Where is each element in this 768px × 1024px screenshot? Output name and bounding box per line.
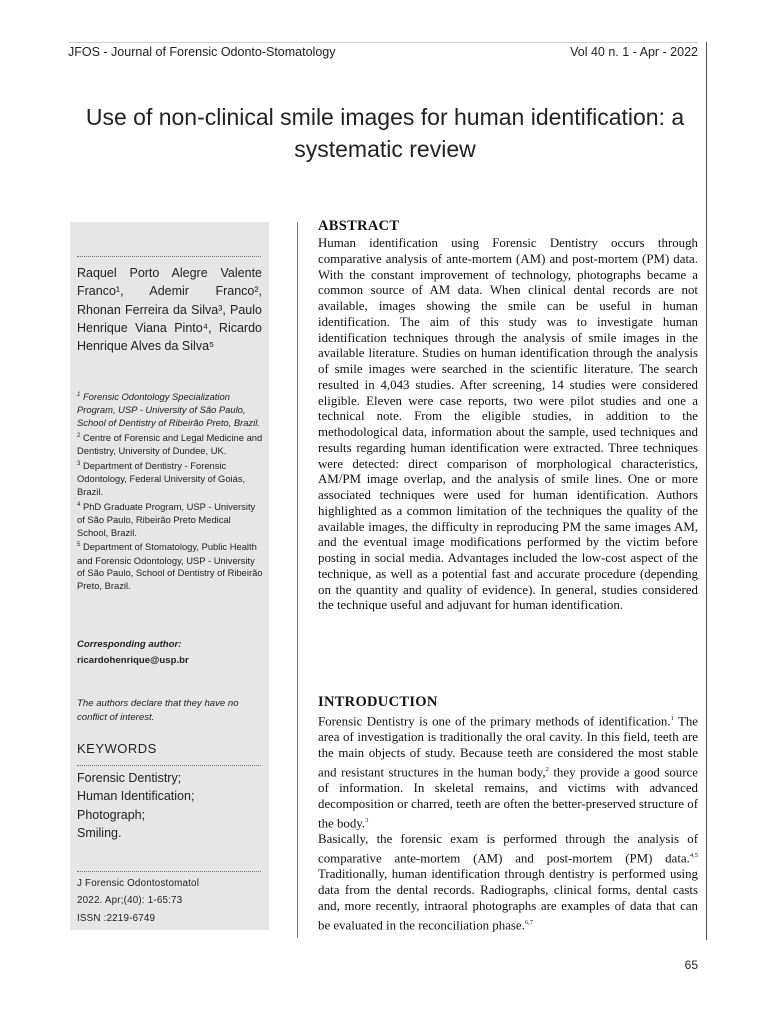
- header-rule: [68, 42, 698, 43]
- column-divider: [297, 222, 298, 938]
- abstract-heading: ABSTRACT: [318, 218, 400, 234]
- citation-dotted-divider: [77, 871, 261, 872]
- affiliation-item: $^4$ PhD Graduate Program, USP - University of São Paulo, Ribeirão Preto Medical School, Brazil.: [77, 500, 256, 538]
- corresponding-author-email[interactable]: ricardohenrique@usp.br: [77, 655, 189, 666]
- citation-ref: 1: [670, 715, 674, 722]
- keywords-heading: KEYWORDS: [77, 741, 157, 756]
- keyword-item: Human Identification;: [77, 789, 195, 804]
- affiliation-list: [77, 389, 263, 593]
- citation-ref: 2: [545, 766, 549, 774]
- introduction-text: Forensic Dentistry is one of the primary methods of identification.$^1$ The area of investigation is traditionally the oral cavity. In this field, teeth are the main objects of study. Because teeth are considered the most stable and resistant structures in the human body,$^2$ they provide a good source of information. In skeletal remains, and victims with advanced decomposition or charred, teeth are often the better-preserved structure of the body.$^3$ Basically, the forensic exam is performed through the analysis of comparative ante-mortem (AM) and post-mortem (PM) data.$^{4,5}$ Traditionally, human identification through dentistry is performed using data from the dental records. Radiographs, clinical forms, dental casts and, more recently, intraoral photographs are examples of data that can be evaluated in the reconciliation phase.$^{6,7}$: [318, 714, 699, 933]
- introduction-heading: INTRODUCTION: [318, 694, 438, 710]
- keyword-list: [77, 769, 194, 843]
- keywords-dotted-divider: [77, 765, 261, 766]
- keyword-item: Smiling.: [77, 826, 122, 841]
- right-margin-rule: [706, 42, 707, 940]
- author-list: Raquel Porto Alegre Valente Franco¹, Ademir Franco², Rhonan Ferreira da Silva³, Paulo Henrique Viana Pinto⁴, Ricardo Henrique Alves da Silva⁵: [77, 266, 262, 354]
- keyword-item: Photograph;: [77, 807, 146, 822]
- page-number: 65: [684, 958, 698, 972]
- citation-issn: ISSN :2219-6749: [77, 912, 156, 924]
- conflict-of-interest-note: The authors declare that they have no conflict of interest.: [77, 698, 239, 723]
- affiliation-item: $^5$ Department of Stomatology, Public Health and Forensic Odontology, USP - University of São Paulo, School of Dentistry of Ribeirão Preto, Brazil.: [77, 541, 263, 592]
- corresponding-author-label: Corresponding author:: [77, 639, 182, 650]
- sidebar-dotted-divider: [77, 256, 261, 257]
- citation-ref: 6,7: [524, 919, 534, 927]
- issue-info: Vol 40 n. 1 - Apr - 2022: [570, 45, 698, 59]
- affiliation-item: $^3$ Department of Dentistry - Forensic Odontology, Federal University of Goiás, Brazil.: [77, 459, 246, 497]
- citation-volume: 2022. Apr;(40): 1-65:73: [77, 895, 183, 907]
- journal-name: JFOS - Journal of Forensic Odonto-Stomatology: [68, 45, 336, 59]
- citation-ref: 3: [365, 817, 369, 825]
- citation-journal: J Forensic Odontostomatol: [77, 878, 200, 889]
- citation-ref: 4,5: [689, 852, 698, 860]
- affiliation-item: $^1$ Forensic Odontology Specialization Program, USP - University of São Paulo, School of Dentistry of Ribeirão Preto, Brazil.: [77, 391, 260, 428]
- abstract-text: Human identification using Forensic Dentistry occurs through comparative analysis of ante-mortem (AM) and post-mortem (PM) data. With the constant improvement of technology, photographs became a common source of AM data. When clinical dental records are not available, images showing the smile can be useful in human identification. The aim of this study was to investigate human identification techniques through the analysis of smile images in the available literature. Studies on human identification through the analysis of smile images were searched in the scientific literature. The search resulted in 4,043 studies. After screening, 14 studies were considered eligible. Eleven were case reports, two were pilot studies and one a technical note. From the eligible studies, in addition to the methodological data, information about the sample, used techniques and results regarding human identification were extracted. Three techniques were detected: direct comparison of morphological characteristics, AM/PM image overlap, and the analysis of smile lines. One or more associated techniques were used for human identification. Authors highlighted as a common limitation of the techniques the quality of the available images, the difficulty in reproducing PM the same images AM, and the eventual image modifications performed by the victim before posting in social media. Advantages included the low-cost aspect of the technique, as well as a potential fast and accurate procedure (depending on the quantity and quality of evidence). In general, studies considered the technique useful and adjuvant for human identification.: [318, 236, 698, 613]
- article-title: Use of non-clinical smile images for human identification: a systematic review: [85, 104, 685, 163]
- affiliation-item: $^2$ Centre of Forensic and Legal Medicine and Dentistry, University of Dundee, UK.: [77, 431, 263, 456]
- keyword-item: Forensic Dentistry;: [77, 771, 182, 785]
- citation-info: [77, 875, 199, 927]
